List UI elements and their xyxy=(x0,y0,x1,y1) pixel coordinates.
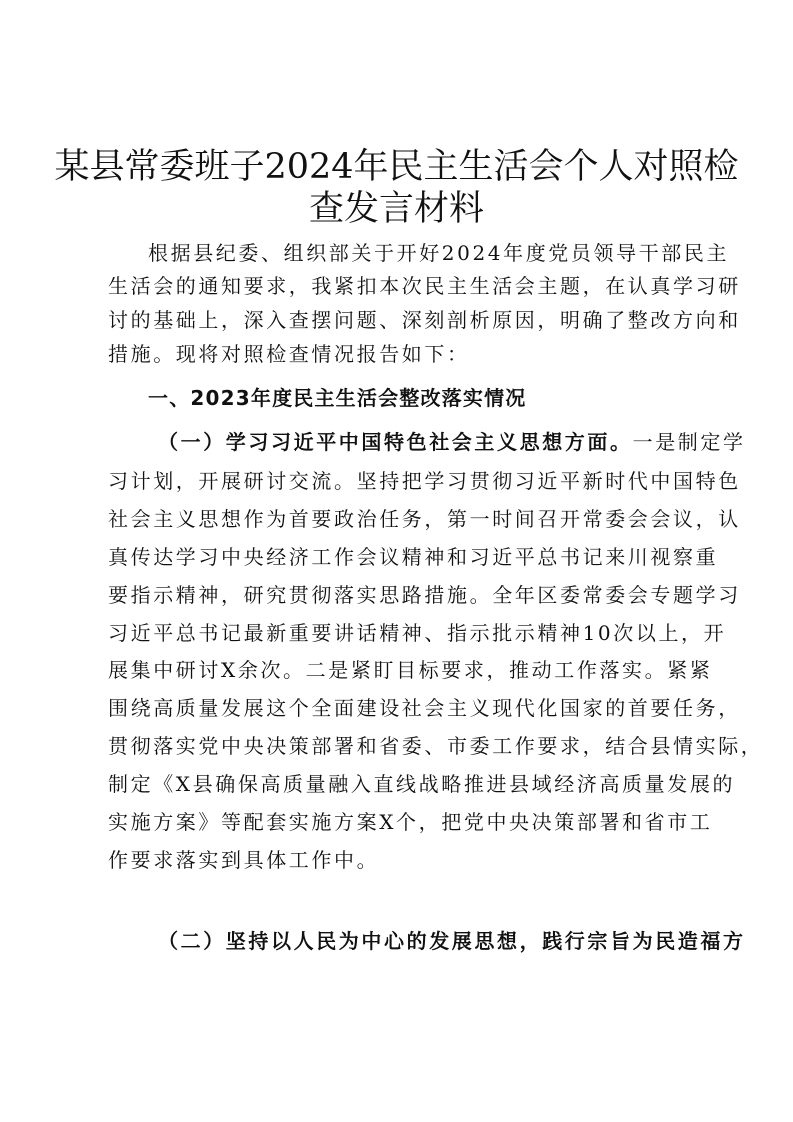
intro-line: 生活会的通知要求，我紧扣本次民主生活会主题，在认真学习研 xyxy=(108,274,741,298)
subsection-title-line: （二）坚持以人民为中心的发展思想，践行宗旨为民造福方 xyxy=(158,929,746,953)
body-line: 围绕高质量发展这个全面建设社会主义现代化国家的首要任务， xyxy=(108,696,741,720)
intro-line: 讨的基础上，深入查摆问题、深刻剖析原因，明确了整改方向和 xyxy=(108,308,741,332)
body-line: 作要求落实到具体工作中。 xyxy=(108,848,380,872)
body-line: 要指示精神，研究贯彻落实思路措施。全年区委常委会专题学习 xyxy=(108,583,741,607)
subsection-title-line xyxy=(158,428,746,456)
body-line: 展集中研讨X余次。二是紧盯目标要求，推动工作落实。紧紧 xyxy=(108,658,713,682)
intro-line: 根据县纪委、组织部关于开好2024年度党员领导干部民主 xyxy=(148,241,730,265)
document-title-line-1: 某县常委班子2024年民主生活会个人对照检 xyxy=(54,147,739,187)
body-line: 贯彻落实党中央决策部署和省委、市委工作要求，结合县情实际， xyxy=(108,734,764,758)
subsection-title: （一）学习习近平中国特色社会主义思想方面。 xyxy=(158,430,633,454)
body-line: 实施方案》等配套实施方案X个，把党中央决策部署和省市工 xyxy=(108,810,713,834)
document-title-line-2: 查发言材料 xyxy=(308,189,484,229)
section-heading: 一、2023年度民主生活会整改落实情况 xyxy=(148,386,527,410)
subsection-title-tail: 一是制定学 xyxy=(632,430,746,454)
intro-line: 措施。现将对照检查情况报告如下： xyxy=(108,342,470,366)
body-line: 社会主义思想作为首要政治任务，第一时间召开常委会会议，认 xyxy=(108,507,741,531)
body-line: 习计划，开展研讨交流。坚持把学习贯彻习近平新时代中国特色 xyxy=(108,469,741,493)
body-line: 真传达学习中央经济工作会议精神和习近平总书记来川视察重 xyxy=(108,545,719,569)
body-line: 习近平总书记最新重要讲话精神、指示批示精神10次以上，开 xyxy=(108,621,727,645)
body-line: 制定《X县确保高质量融入直线战略推进县域经济高质量发展的 xyxy=(108,772,736,796)
